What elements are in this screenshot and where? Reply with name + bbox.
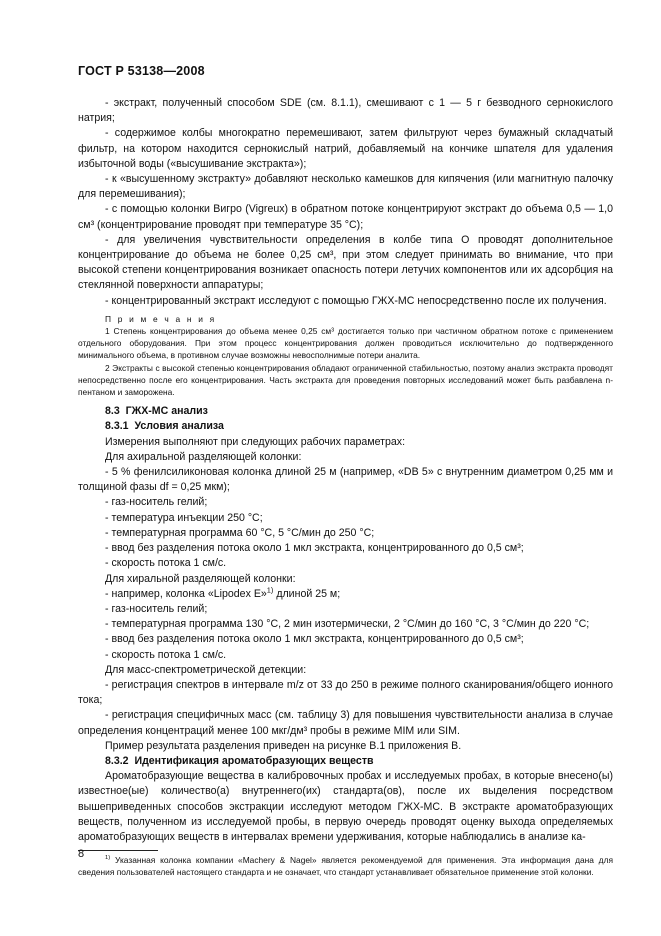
- list-item: - регистрация специфичных масс (см. таблицу 3) для повышения чувствительности анализа в случае определения концентраций менее 100 мкг/дм³ пробы в режиме MIM или SIM.: [78, 709, 613, 737]
- document-header: ГОСТ Р 53138—2008: [78, 64, 205, 78]
- identification-paragraph: Ароматобразующие вещества в калибровочных пробах и исследуемых пробах, в которые внесено(ы) известное(ые) количество(а) внутреннего(их) стандарта(ов), после их выделения посредством вышеприведенных способов экстракции исследуют методом ГЖХ-МС. В экстракте ароматобразующих веществ, полученном из исследуемой пробы, в первую очередь проводят оценку выхода определяемых ароматобразующих веществ в интервалах времени удерживания, которые наблюдались в анализе ка-: [78, 770, 613, 843]
- list-item: [78, 587, 613, 602]
- footnote-ref: 1): [266, 585, 274, 595]
- section-title: Условия анализа: [134, 420, 224, 433]
- chiral-title: Для хиральной разделяющей колонки:: [105, 572, 296, 585]
- note-item: 2 Экстракты с высокой степенью концентрирования обладают ограниченной стабильностью, поэтому анализ экстракта проводят непосредственно после его концентрирования. Часть экстракта для проведения повторных исследований может быть разбавлена n-пентаном и заморожена.: [78, 362, 613, 398]
- section-title: ГЖХ-МС анализ: [125, 405, 208, 418]
- ms-title: Для масс-спектрометрической детекции:: [105, 663, 307, 676]
- list-item: - скорость потока 1 см/с.: [105, 648, 227, 661]
- footnote-text: Указанная колонка компании «Machery & Nagel» является рекомендуемой для применения. Эта информация дана для сведения пользователей настоящего стандарта и не означает, что стандарт устанавливает обязательное применение этой колонки.: [78, 855, 613, 878]
- list-item: - ввод без разделения потока около 1 мкл экстракта, концентрированного до 0,5 см³;: [105, 633, 524, 646]
- list-item: - 5 % фенилсиликоновая колонка длиной 25 м (например, «DB 5» с внутренним диаметром 0,25 мм и толщиной фазы df = 0,25 мкм);: [78, 466, 613, 494]
- section-number: 8.3.1: [105, 420, 129, 433]
- conditions-intro: Измерения выполняют при следующих рабочих параметрах:: [105, 435, 406, 448]
- list-item: - регистрация спектров в интервале m/z от 33 до 250 в режиме полного сканирования/общего ионного тока;: [78, 678, 613, 707]
- section-heading-8-3-2: [78, 754, 613, 769]
- list-item: - содержимое колбы многократно перемешивают, затем фильтруют через бумажный складчатый фильтр, на котором находится сернокислый натрий, добавляемый на кончике шпателя для удаления избыточной воды («высушивание экстракта»);: [78, 127, 613, 170]
- list-item: - концентрированный экстракт исследуют с помощью ГЖХ-МС непосредственно после их получения.: [105, 294, 607, 307]
- list-item: - газ-носитель гелий;: [105, 602, 208, 615]
- list-item: - к «высушенному экстракту» добавляют несколько камешков для кипячения (или магнитную палочку для перемешивания);: [78, 173, 613, 201]
- footnote-mark: 1): [105, 855, 111, 862]
- list-item-text: - например, колонка «Lipodex E»: [105, 587, 267, 600]
- list-item: - для увеличения чувствительности определения в колбе типа О проводят дополнительное концентрирование до объема не более 0,25 см³, при этом следует принимать во внимание, что при высокой степени концентрирования возникает опасность потери летучих компонентов или их адсорбция на стеклянной поверхности аппаратуры;: [78, 233, 613, 292]
- section-title: Идентификация ароматобразующих веществ: [134, 754, 374, 767]
- footnote-divider: [78, 850, 158, 851]
- list-item: - температура инъекции 250 °С;: [105, 511, 263, 524]
- list-item: - температурная программа 130 °С, 2 мин изотермически, 2 °С/мин до 160 °С, 3 °С/мин до 220 °С;: [105, 618, 590, 631]
- list-item: - газ-носитель гелий;: [105, 496, 208, 509]
- list-item: - экстракт, полученный способом SDE (см. 8.1.1), смешивают с 1 — 5 г безводного сернокислого натрия;: [78, 97, 613, 125]
- section-number: 8.3: [105, 405, 120, 418]
- section-heading-8-3-1: [78, 419, 613, 434]
- note-item: 1 Степень концентрирования до объема менее 0,25 см³ достигается только при частичном обратном потоке с применением отдельного оборудования. При этом процесс концентрирования должен проводиться исключительно до подтвержденного минимального объема, в противном случае возможны невосполнимые потери аналита.: [78, 326, 613, 361]
- list-item-text: длиной 25 м;: [273, 587, 341, 600]
- example-text: Пример результата разделения приведен на рисунке В.1 приложения В.: [105, 739, 462, 752]
- notes-title: П р и м е ч а н и я: [105, 313, 217, 324]
- page-number: 8: [78, 848, 85, 860]
- section-number: 8.3.2: [105, 754, 129, 767]
- list-item: - температурная программа 60 °С, 5 °С/мин до 250 °С;: [105, 526, 375, 539]
- list-item: - с помощью колонки Вигро (Vigreux) в обратном потоке концентрируют экстракт до объема 0,5 — 1,0 см³ (концентрирование проводят при температуре 35 °С);: [78, 203, 613, 231]
- list-item: - ввод без разделения потока около 1 мкл экстракта, концентрированного до 0,5 см³;: [105, 542, 524, 555]
- list-item: - скорость потока 1 см/с.: [105, 557, 227, 570]
- section-heading-8-3: [78, 404, 613, 419]
- document-body: [78, 96, 613, 879]
- footnote: [78, 854, 613, 878]
- achiral-title: Для ахиральной разделяющей колонки:: [105, 450, 302, 463]
